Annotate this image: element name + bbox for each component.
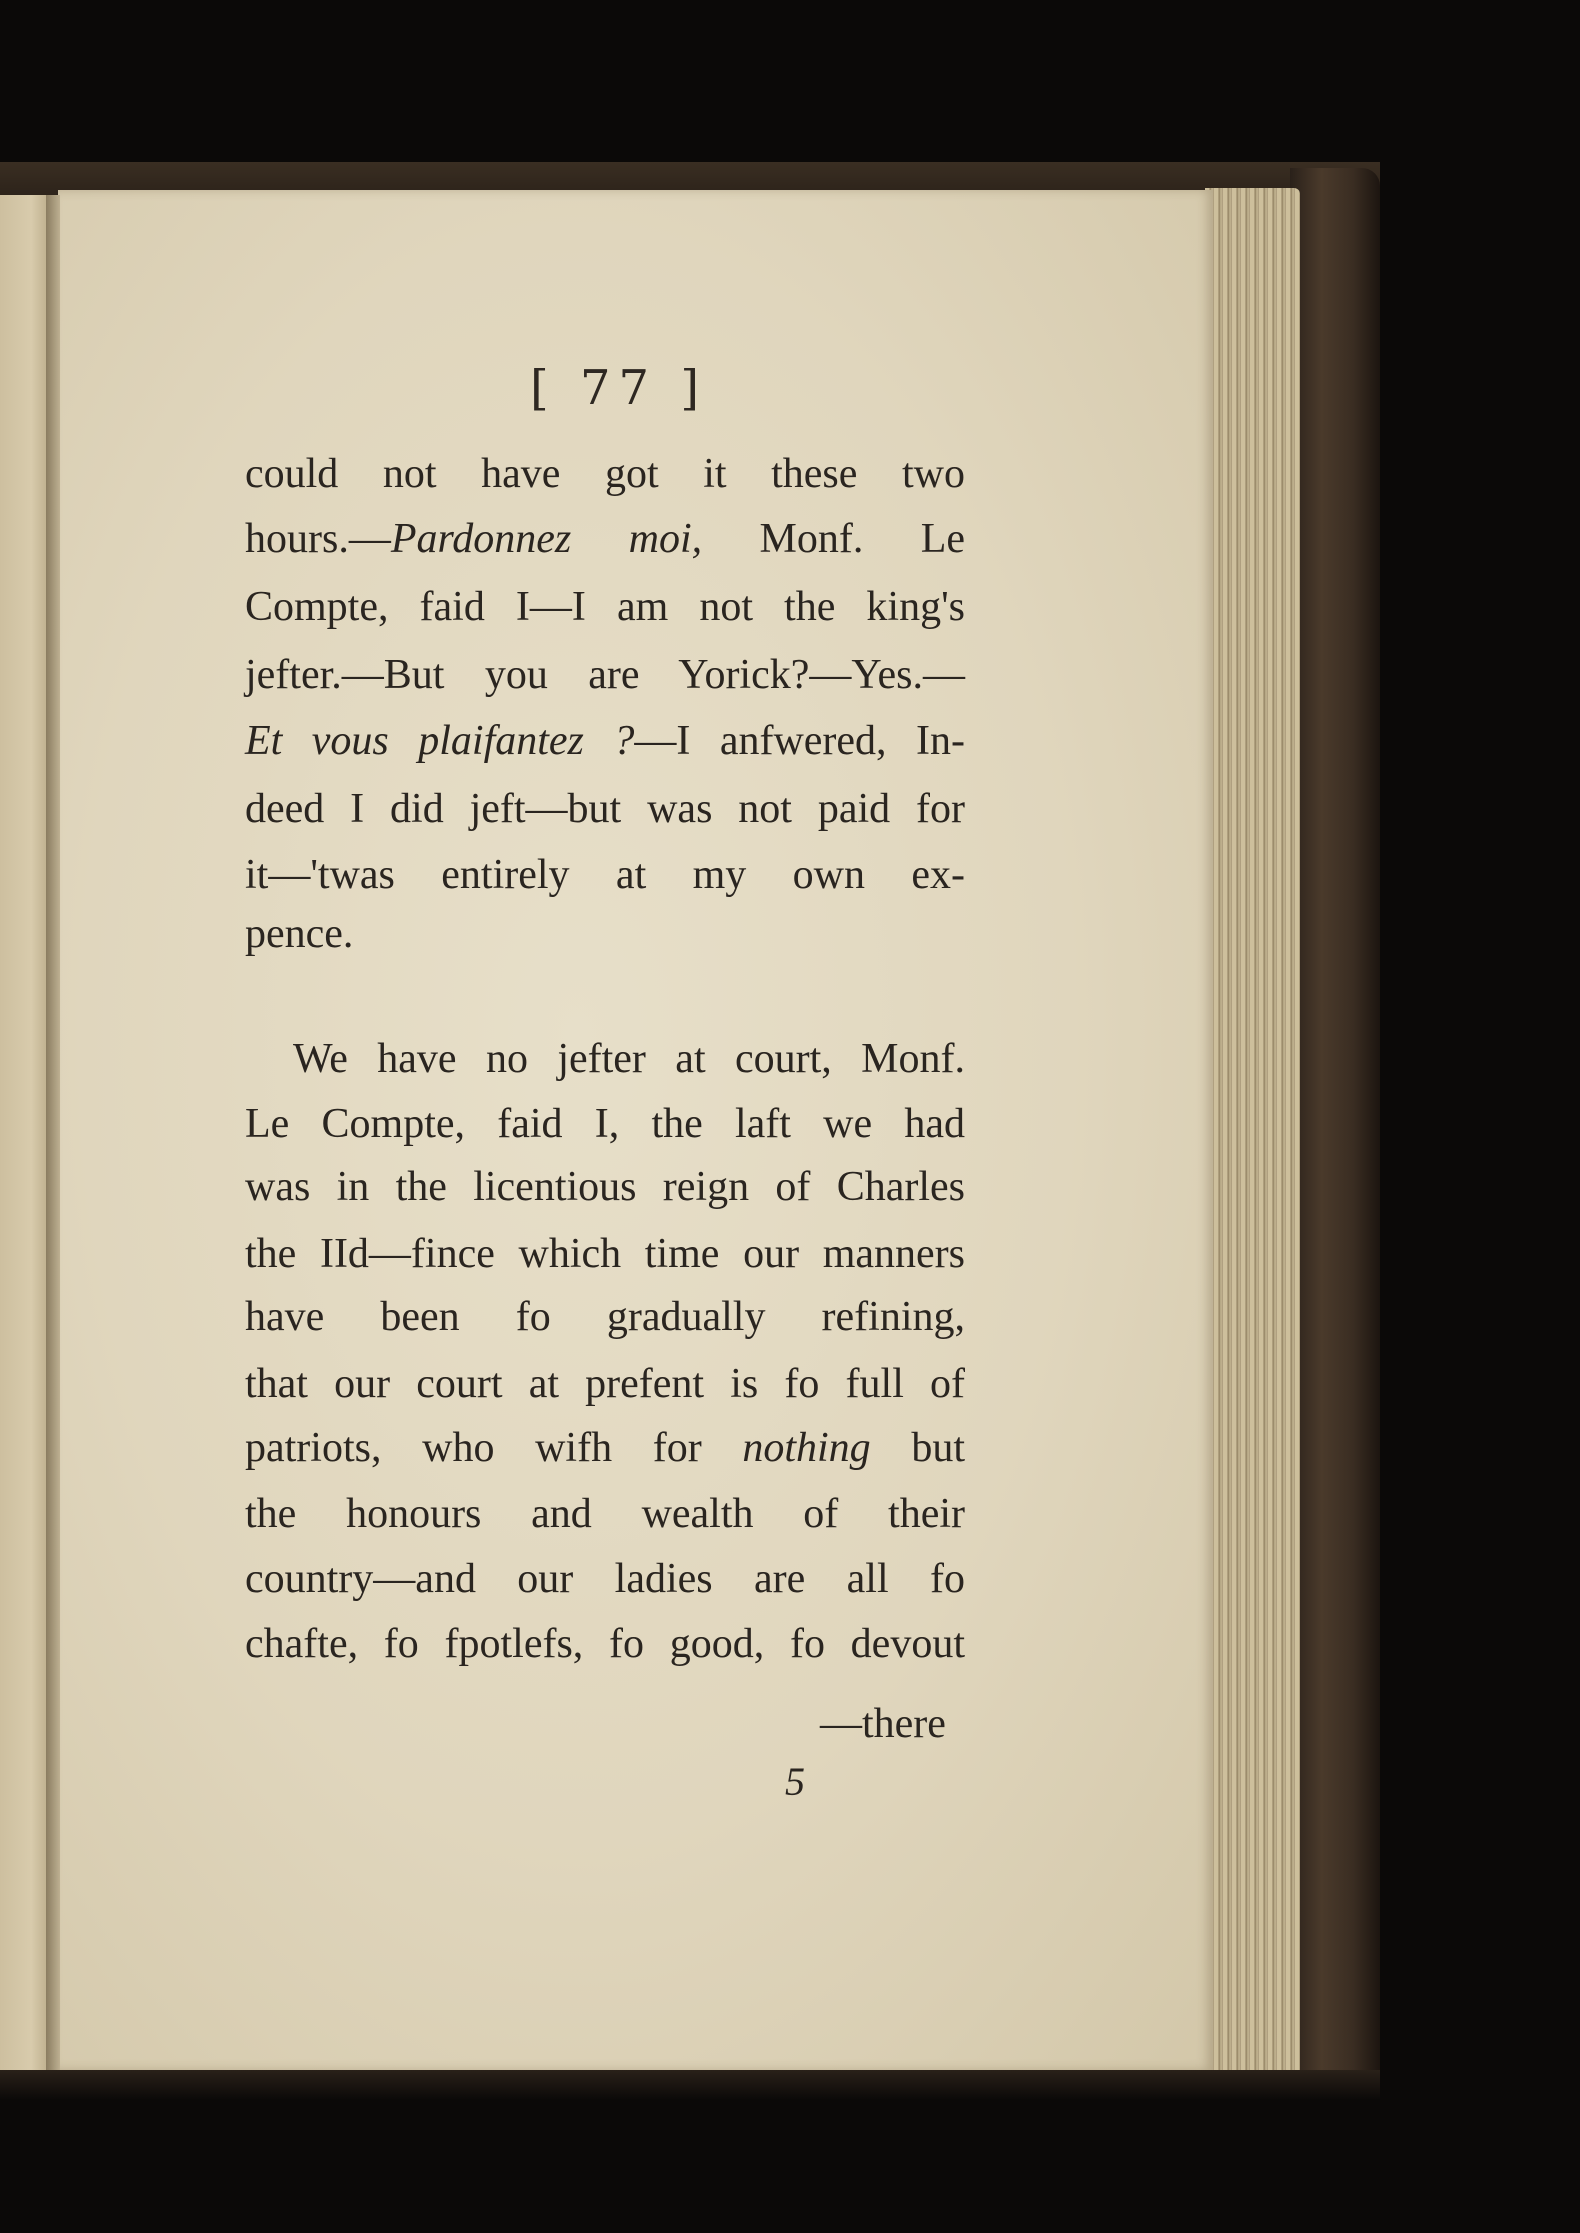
text-line: it—'twas entirely at my own ex-	[245, 852, 965, 898]
text-fragment: patriots, who wifh for	[245, 1425, 743, 1471]
book-bottom-edge	[0, 2070, 1380, 2100]
text-line: deed I did jeft—but was not paid for	[245, 786, 965, 832]
text-line: was in the licentious reign of Charles	[245, 1164, 965, 1210]
text-fragment: hours.—	[245, 516, 391, 562]
italic-phrase: Pardonnez moi,	[390, 516, 703, 562]
text-line: chafte, fo fpotlefs, fo good, fo devout	[245, 1621, 965, 1667]
text-line: the IId—fince which time our manners	[245, 1231, 965, 1277]
text-line: jefter.—But you are Yorick?—Yes.—	[245, 652, 965, 698]
text-line	[245, 515, 965, 563]
italic-phrase: nothing	[742, 1425, 871, 1471]
text-fragment: but	[870, 1425, 965, 1471]
signature-mark: 5	[785, 1759, 805, 1804]
text-fragment: Monf. Le	[702, 516, 965, 562]
text-line: Compte, faid I—I am not the king's	[245, 584, 965, 630]
text-line: the honours and wealth of their	[245, 1491, 965, 1537]
book-cover-spine-edge	[1290, 168, 1380, 2088]
text-line: country—and our ladies are all fo	[245, 1556, 965, 1602]
left-facing-page	[0, 195, 52, 2075]
page-fore-edge	[1205, 188, 1300, 2083]
page-number: [ 77 ]	[530, 360, 708, 416]
text-fragment: —I anfwered, In-	[634, 718, 965, 764]
text-line: Le Compte, faid I, the laft we had	[245, 1101, 965, 1147]
page-gutter	[46, 195, 60, 2075]
text-line: We have no jefter at court, Monf.	[293, 1036, 965, 1082]
italic-phrase: Et vous plaifantez ?	[245, 718, 635, 764]
text-line	[245, 1424, 965, 1472]
catchword: —there	[820, 1701, 946, 1747]
text-line: pence.	[245, 911, 354, 957]
text-line	[245, 717, 965, 765]
text-line: that our court at prefent is fo full of	[245, 1361, 965, 1407]
text-line: could not have got it these two	[245, 451, 965, 497]
text-line: have been fo gradually refining,	[245, 1294, 965, 1340]
